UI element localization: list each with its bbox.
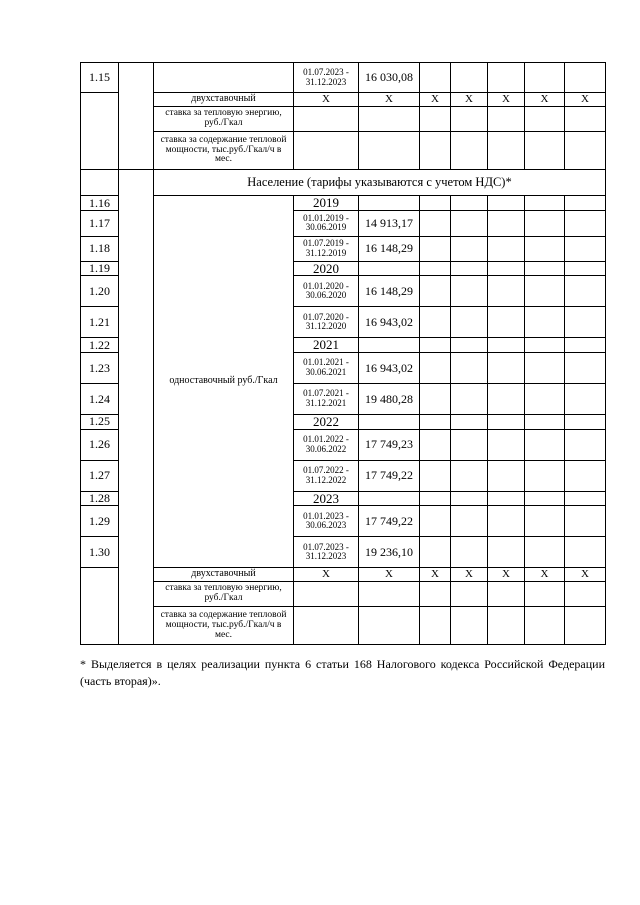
heat-rate-label: ставка за тепловую энергию, руб./Гкал	[154, 582, 294, 607]
year-cell: 2022	[294, 414, 359, 429]
table-row	[81, 582, 606, 607]
footnote: * Выделяется в целях реализации пункта 6 статьи 168 Налогового кодекса Российской Федерации (часть вторая)».	[80, 657, 605, 688]
table-row	[81, 107, 606, 132]
section-title: Население (тарифы указываются с учетом НДС)*	[154, 170, 606, 196]
period-cell: 01.07.2019 - 31.12.2019	[294, 236, 359, 261]
x-mark: Х	[359, 93, 420, 107]
row-number: 1.26	[81, 429, 119, 460]
blank-cell	[119, 63, 154, 170]
row-number: 1.19	[81, 261, 119, 276]
period-cell: 01.01.2019 - 30.06.2019	[294, 210, 359, 236]
x-mark: Х	[525, 93, 565, 107]
x-mark: Х	[451, 568, 488, 582]
two-part-label: двухставочный	[154, 568, 294, 582]
value-cell: 17 749,23	[359, 429, 420, 460]
x-mark: Х	[294, 568, 359, 582]
x-mark: Х	[525, 568, 565, 582]
heat-rate-label: ставка за тепловую энергию, руб./Гкал	[154, 107, 294, 132]
period-cell: 01.07.2020 - 31.12.2020	[294, 307, 359, 338]
period-cell: 01.07.2023 - 31.12.2023	[294, 63, 359, 93]
row-number: 1.28	[81, 491, 119, 506]
value-cell: 16 030,08	[359, 63, 420, 93]
period-cell: 01.01.2023 - 30.06.2023	[294, 506, 359, 537]
capacity-rate-label: ставка за содержание тепловой мощности, тыс.руб./Гкал/ч в мес.	[154, 607, 294, 645]
year-cell: 2021	[294, 338, 359, 353]
period-cell: 01.01.2022 - 30.06.2022	[294, 429, 359, 460]
x-mark: Х	[565, 568, 606, 582]
single-part-label: одноставочный руб./Гкал	[154, 196, 294, 568]
table-row	[81, 93, 606, 107]
blank-cell	[154, 63, 294, 93]
period-cell: 01.07.2022 - 31.12.2022	[294, 460, 359, 491]
x-mark: Х	[294, 93, 359, 107]
period-cell: 01.01.2020 - 30.06.2020	[294, 276, 359, 307]
x-mark: Х	[565, 93, 606, 107]
blank-cell	[119, 170, 154, 645]
x-mark: Х	[359, 568, 420, 582]
value-cell: 17 749,22	[359, 460, 420, 491]
table-row	[81, 607, 606, 645]
year-cell: 2023	[294, 491, 359, 506]
period-cell: 01.01.2021 - 30.06.2021	[294, 352, 359, 383]
period-cell: 01.07.2023 - 31.12.2023	[294, 537, 359, 568]
x-mark: Х	[451, 93, 488, 107]
capacity-rate-label: ставка за содержание тепловой мощности, тыс.руб./Гкал/ч в мес.	[154, 132, 294, 170]
row-number: 1.16	[81, 196, 119, 211]
row-number: 1.18	[81, 236, 119, 261]
period-cell: 01.07.2021 - 31.12.2021	[294, 383, 359, 414]
tariff-table	[80, 62, 606, 645]
table-row	[81, 196, 606, 211]
row-number: 1.29	[81, 506, 119, 537]
x-mark: Х	[420, 568, 451, 582]
year-cell: 2020	[294, 261, 359, 276]
value-cell: 16 148,29	[359, 236, 420, 261]
year-cell: 2019	[294, 196, 359, 211]
row-number: 1.17	[81, 210, 119, 236]
value-cell: 16 148,29	[359, 276, 420, 307]
two-part-label: двухставочный	[154, 93, 294, 107]
row-number: 1.20	[81, 276, 119, 307]
value-cell: 19 480,28	[359, 383, 420, 414]
table-row	[81, 170, 606, 196]
row-number: 1.24	[81, 383, 119, 414]
value-cell: 16 943,02	[359, 352, 420, 383]
table-row	[81, 132, 606, 170]
value-cell: 14 913,17	[359, 210, 420, 236]
blank-cell	[81, 93, 119, 170]
row-number: 1.15	[81, 63, 119, 93]
row-number: 1.22	[81, 338, 119, 353]
table-row	[81, 568, 606, 582]
value-cell: 17 749,22	[359, 506, 420, 537]
x-mark: Х	[488, 93, 525, 107]
row-number: 1.27	[81, 460, 119, 491]
table-row	[81, 63, 606, 93]
x-mark: Х	[488, 568, 525, 582]
value-cell: 16 943,02	[359, 307, 420, 338]
row-number: 1.30	[81, 537, 119, 568]
row-number: 1.21	[81, 307, 119, 338]
value-cell: 19 236,10	[359, 537, 420, 568]
row-number: 1.23	[81, 352, 119, 383]
row-number: 1.25	[81, 414, 119, 429]
blank-cell	[81, 568, 119, 645]
x-mark: Х	[420, 93, 451, 107]
